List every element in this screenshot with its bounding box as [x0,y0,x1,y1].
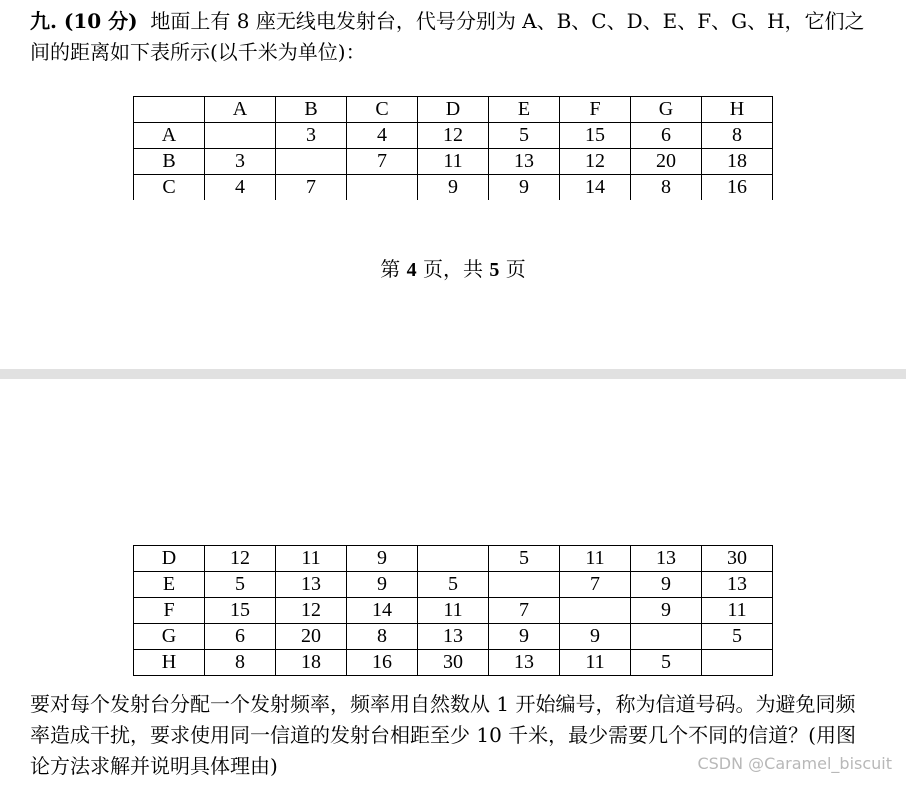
table-cell [560,598,631,624]
table-cell: 3 [205,149,276,175]
row-header-cell: D [134,546,205,572]
row-header-cell: G [134,624,205,650]
table-cell: 11 [418,598,489,624]
table-cell: 5 [702,624,773,650]
table-cell: 7 [560,572,631,598]
table-row [134,572,773,598]
table-cell: 20 [631,149,702,175]
table-cell: 16 [702,175,773,201]
table-cell: 5 [631,650,702,676]
row-header-cell: A [134,123,205,149]
table-cell: H [702,97,773,123]
table-cell: B [276,97,347,123]
table-cell: 4 [205,175,276,201]
table-cell: 15 [560,123,631,149]
row-header-cell: C [134,175,205,201]
question-number: 九. (10 分) [30,9,138,33]
table-cell: 13 [418,624,489,650]
table-cell: E [489,97,560,123]
table-cell: 11 [276,546,347,572]
table-cell [489,572,560,598]
table-row [134,598,773,624]
table-row [134,123,773,149]
table-cell: 8 [205,650,276,676]
page-prefix: 第 [380,257,407,281]
table-cell: 9 [418,175,489,201]
table-cell: G [631,97,702,123]
table-cell [347,175,418,201]
table-cell: 11 [560,650,631,676]
table-cell: 5 [489,546,560,572]
question-intro [30,6,875,68]
table-cell: 7 [489,598,560,624]
table-cell: 11 [560,546,631,572]
row-header-cell: H [134,650,205,676]
table-cell: 13 [489,149,560,175]
row-header-cell: F [134,598,205,624]
table-cell: 7 [276,175,347,201]
table-cell: 30 [418,650,489,676]
table-cell: D [418,97,489,123]
table-row [134,149,773,175]
row-header-cell: B [134,149,205,175]
table-cell: 9 [560,624,631,650]
distance-table-part1 [133,96,773,200]
table-row [134,650,773,676]
distance-table-part2 [133,545,773,676]
table-row [134,546,773,572]
table-cell: 14 [560,175,631,201]
table-cell: 8 [631,175,702,201]
page-number [0,256,906,283]
table-cell [418,546,489,572]
table-cell [276,149,347,175]
table-cell: 14 [347,598,418,624]
table-cell: 12 [205,546,276,572]
page-middle: 页，共 [416,257,490,281]
table-cell: 5 [205,572,276,598]
table-cell: 13 [276,572,347,598]
table-cell: 9 [631,598,702,624]
table-row [134,624,773,650]
table-cell: C [347,97,418,123]
table-cell: 11 [418,149,489,175]
row-header-cell [134,97,205,123]
table-cell [631,624,702,650]
question-text: 地面上有 8 座无线电发射台，代号分别为 A、B、C、D、E、F、G、H，它们之间的距离如下表所示(以千米为单位)： [30,9,865,64]
table-cell: 11 [702,598,773,624]
total-pages: 5 [489,259,500,281]
page-break-divider [0,369,906,379]
page-suffix: 页 [499,257,526,281]
table-cell: 8 [702,123,773,149]
table-cell: 15 [205,598,276,624]
table-cell: 5 [489,123,560,149]
table-cell: 12 [560,149,631,175]
table-cell: 6 [631,123,702,149]
table-cell: 5 [418,572,489,598]
table-cell: 20 [276,624,347,650]
table-cell: 13 [489,650,560,676]
table-cell: A [205,97,276,123]
table-cell: 13 [631,546,702,572]
question-tail: 要对每个发射台分配一个发射频率，频率用自然数从 1 开始编号，称为信道号码。为避免同频率造成干扰，要求使用同一信道的发射台相距至少 10 千米，最少需要几个不同的信道？(用图论方法求解并说明具体理由) [30,692,856,778]
table-cell: 12 [276,598,347,624]
table-cell: 9 [347,546,418,572]
table-cell [702,650,773,676]
table-cell: 12 [418,123,489,149]
table-cell: 13 [702,572,773,598]
row-header-cell: E [134,572,205,598]
table-cell: F [560,97,631,123]
table-cell: 18 [276,650,347,676]
watermark: CSDN @Caramel_biscuit [697,754,892,773]
table-cell: 30 [702,546,773,572]
table-cell: 4 [347,123,418,149]
table-cell: 18 [702,149,773,175]
table-cell: 8 [347,624,418,650]
table-cell [205,123,276,149]
table-header-row [134,97,773,123]
table-cell: 9 [489,175,560,201]
table-cell: 9 [631,572,702,598]
table-cell: 9 [489,624,560,650]
table-cell: 6 [205,624,276,650]
table-cell: 3 [276,123,347,149]
current-page: 4 [406,259,417,281]
table-cell: 9 [347,572,418,598]
table-row [134,175,773,201]
table-cell: 16 [347,650,418,676]
table-cell: 7 [347,149,418,175]
